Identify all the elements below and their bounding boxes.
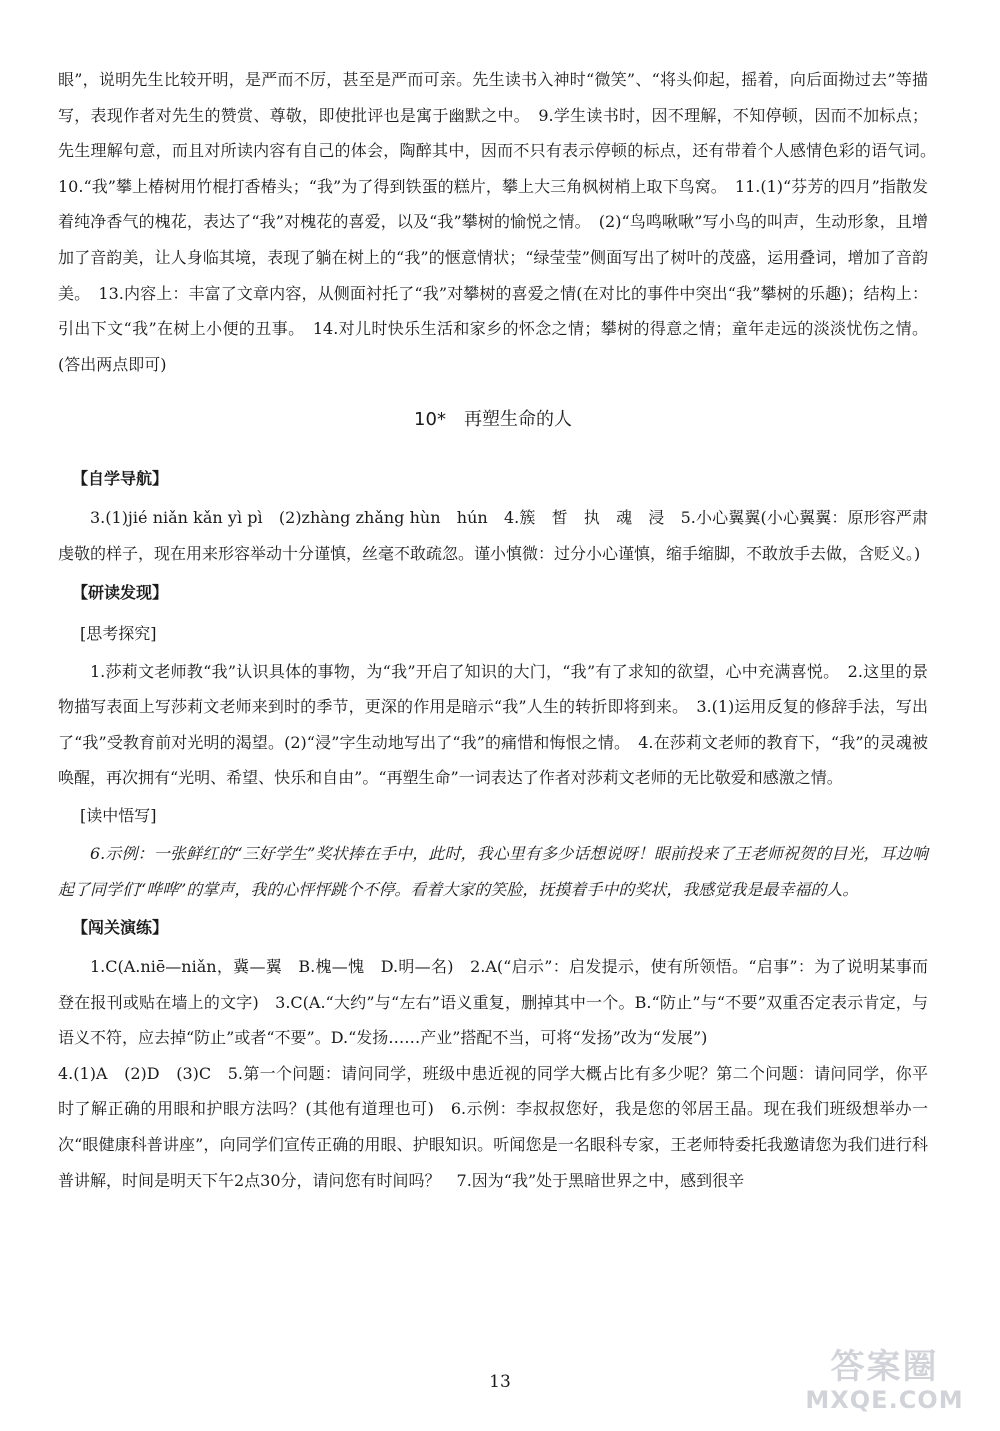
lesson-title (58, 400, 928, 440)
answer-page (58, 62, 945, 1198)
practice-answers-1: 1.C(A.niē—niǎn，冀—翼 B.槐—愧 D.明—名) 2.A(“启示”：启发提示，使有所领悟。“启事”：为了说明某事而登在报刊或贴在墙上的文字) 3.C(A.“大约”与“左右”语义重复，删掉其中一个。B.“防止”与“不要”双重否定表示肯定，与语义不符，应去掉“防止”或者“不要”。D.“发扬……产业”搭配不当，可将“发扬”改为“发展”) (58, 957, 928, 1048)
page-number: 13 (489, 1372, 511, 1392)
lesson-number: 10* (414, 409, 446, 431)
think-explore-answers: 1.莎莉文老师教“我”认识具体的事物，为“我”开启了知识的大门，“我”有了求知的欲望，心中充满喜悦。 2.这里的景物描写表面上写莎莉文老师来到时的季节，更深的作用是暗示“我”人生的转折即将到来。 3.(1)运用反复的修辞手法，写出了“我”受教育前对光明的渴望。(2)“浸”字生动地写出了“我”的痛惜和悔恨之情。 4.在莎莉文老师的教育下，“我”的灵魂被唤醒，再次拥有“光明、希望、快乐和自由”。“再塑生命”一词表达了作者对莎莉文老师的无比敬爱和感激之情。 (58, 661, 928, 788)
practice-answers-2: 4.(1)A (2)D (3)C 5.第一个问题：请问同学，班级中患近视的同学大概占比有多少呢？第二个问题：请问同学，你平时了解正确的用眼和护眼方法吗？(其他有道理也可) 6.示例：李叔叔您好，我是您的邻居王晶。现在我们班级想举办一次“眼健康科普讲座”，向同学们宣传正确的用眼、护眼知识。听闻您是一名眼科专家，王老师特委托我邀请您为我们进行科普讲解，时间是明天下午2点30分，请问您有时间吗？ 7.因为“我”处于黑暗世界之中，感到很辛 (58, 1063, 928, 1190)
self-study-heading: 【自学导航】 (72, 469, 169, 489)
read-write-answer: 6.示例：一张鲜红的“三好学生”奖状捧在手中，此时，我心里有多少话想说呀！眼前投来了王老师祝贺的目光，耳边响起了同学们“哗哗”的掌声，我的心怦怦跳个不停。看着大家的笑脸，抚摸着手中的奖状，我感觉我是最幸福的人。 (58, 843, 928, 899)
research-heading: 【研读发现】 (72, 582, 169, 602)
site-watermark (787, 1347, 982, 1417)
previous-lesson-answers: 眼”，说明先生比较开明，是严而不厉，甚至是严而可亲。先生读书入神时“微笑”、“将头仰起，摇着，向后面拗过去”等描写，表现作者对先生的赞赏、尊敬，即使批评也是寓于幽默之中。 9.学生读书时，因不理解，不知停顿，因而不加标点；先生理解句意，而且对所读内容有自己的体会，陶醉其中，因而不只有表示停顿的标点，还有带着个人感情色彩的语气词。 10.“我”攀上椿树用竹棍打香椿头；“我”为了得到铁蛋的糕片，攀上大三角枫树梢上取下鸟窝。 11.(1)“芬芳的四月”指散发着纯净香气的槐花，表达了“我”对槐花的喜爱，以及“我”攀树的愉悦之情。 (2)“鸟鸣啾啾”写小鸟的叫声，生动形象，且增加了音韵美，让人身临其境，表现了躺在树上的“我”的惬意情状；“绿莹莹”侧面写出了树叶的茂盛，运用叠词，增加了音韵美。 13.内容上：丰富了文章内容，从侧面衬托了“我”对攀树的喜爱之情(在对比的事件中突出“我”攀树的乐趣)；结构上：引出下文“我”在树上小便的丑事。 14.对儿时快乐生活和家乡的怀念之情；攀树的得意之情；童年走远的淡淡忧伤之情。(答出两点即可) (58, 70, 945, 374)
self-study-answers: 3.(1)jié niǎn kǎn yì pì (2)zhàng zhǎng hùn hún 4.簇 皙 执 魂 浸 5.小心翼翼(小心翼翼：原形容严肃虔敬的样子，现在用来形容举动十分谨慎，丝毫不敢疏忽。谨小慎微：过分小心谨慎，缩手缩脚，不敢放手去做，含贬义。) (58, 508, 928, 563)
lesson-name: 再塑生命的人 (463, 409, 572, 431)
watermark-logo-text: 答案圈 (830, 1347, 939, 1387)
watermark-url: MXQE.COM (805, 1386, 964, 1414)
practice-heading: 【闯关演练】 (72, 918, 169, 938)
think-explore-label: [思考探究] (80, 623, 157, 643)
read-write-label: [读中悟写] (80, 805, 157, 825)
